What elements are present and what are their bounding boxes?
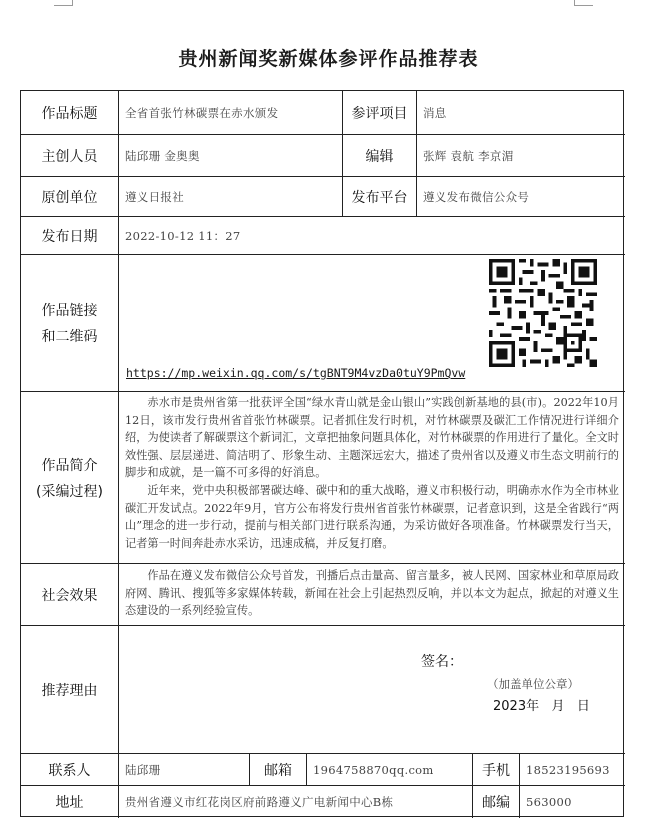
form-title: 贵州新闻奖新媒体参评作品推荐表 [178, 48, 479, 70]
crop-mark-right [574, 0, 593, 6]
email-label: 邮箱 [264, 762, 292, 779]
publish-date-value: 2022-10-12 11：27 [125, 228, 241, 243]
postcode-label: 邮编 [482, 795, 510, 811]
effect-text: 作品在遵义发布微信公众号首发，刊播后点击量高、留言量多，被人民网、国家林业和草原局政府网、腾讯、搜狐等多家媒体转载，新闻在社会上引起热烈反响，并以本文为起点，掀起的对遵义生态建设的一系列经验宣传。 [125, 569, 619, 618]
intro-label-line1: 作品简介 [41, 457, 98, 474]
category-label: 参评项目 [351, 105, 408, 122]
phone-label: 手机 [482, 762, 510, 779]
address-value: 贵州省遵义市红花岗区府前路遵义广电新闻中心B栋 [125, 795, 394, 809]
platform-value: 遵义发布微信公众号 [423, 189, 530, 204]
phone-value: 18523195693 [526, 762, 610, 777]
intro-label-line2: (采编过程) [36, 483, 103, 500]
contact-label: 联系人 [48, 762, 91, 779]
link-qr-label [21, 255, 118, 391]
link-qr-label-line1: 作品链接 [41, 303, 98, 319]
intro-label [21, 392, 118, 563]
editor-label: 编辑 [365, 148, 394, 165]
intro-paragraph-1: 赤水市是贵州省第一批获评全国“绿水青山就是金山银山”实践创新基地的县(市)。2022年10月12日，该市发行贵州省首张竹林碳票。记者抓住发行时机，对竹林碳票及碳汇工作情况进行详细介绍，为使读者了解碳票这个新词汇，文章把抽象问题具体化，对竹林碳票的作用进行了量化。全文时效性强、层层递进、简洁明了、形象生动、主题深远宏大，描述了贵州省以及遵义市生态文明前行的脚步和成就，是一篇不可多得的好消息。 [125, 396, 619, 480]
creators-label: 主创人员 [41, 148, 98, 165]
editor-value: 张辉 袁航 李京湄 [423, 148, 514, 163]
sign-date: 2023年 月 日 [493, 699, 590, 714]
publisher-value: 遵义日报社 [125, 189, 184, 204]
intro-paragraph-2: 近年来，党中央积极部署碳达峰、碳中和的重大战略，遵义市积极行动，明确赤水作为全市林业碳汇开发试点。2022年9月，官方公布将发行贵州省首张竹林碳票，记者意识到，这是全省践行“两山”理念的进一步行动，提前与相关部门进行联系沟通，为采访做好各项准备。竹林碳票发行当天，记者第一时间奔赴赤水采访，迅速成稿，并反复打磨。 [125, 484, 619, 550]
effect-label: 社会效果 [41, 587, 98, 604]
address-label: 地址 [55, 795, 84, 811]
article-link[interactable]: https://mp.weixin.qq.com/s/tgBNT9M4vzDa0tuY9PmQvw [126, 366, 466, 380]
reason-label: 推荐理由 [41, 682, 98, 699]
postcode-value: 563000 [526, 795, 572, 809]
signature-label: 签名： [421, 654, 463, 670]
category-value: 消息 [423, 105, 447, 120]
work-title-value: 全省首张竹林碳票在赤水颁发 [125, 105, 279, 120]
stamp-note: （加盖单位公章） [487, 677, 579, 691]
creators-value: 陆邱珊 金奥奥 [125, 148, 200, 163]
publish-date-label: 发布日期 [41, 228, 98, 245]
platform-label: 发布平台 [351, 189, 408, 206]
contact-value: 陆邱珊 [125, 762, 161, 777]
qr-code-icon [489, 259, 597, 367]
crop-mark-left [54, 0, 73, 6]
recommendation-form [20, 90, 624, 817]
email-value: 1964758870qq.com [313, 762, 434, 777]
work-title-label: 作品标题 [41, 105, 98, 122]
link-qr-label-line2: 和二维码 [41, 329, 98, 345]
publisher-label: 原创单位 [41, 189, 98, 206]
